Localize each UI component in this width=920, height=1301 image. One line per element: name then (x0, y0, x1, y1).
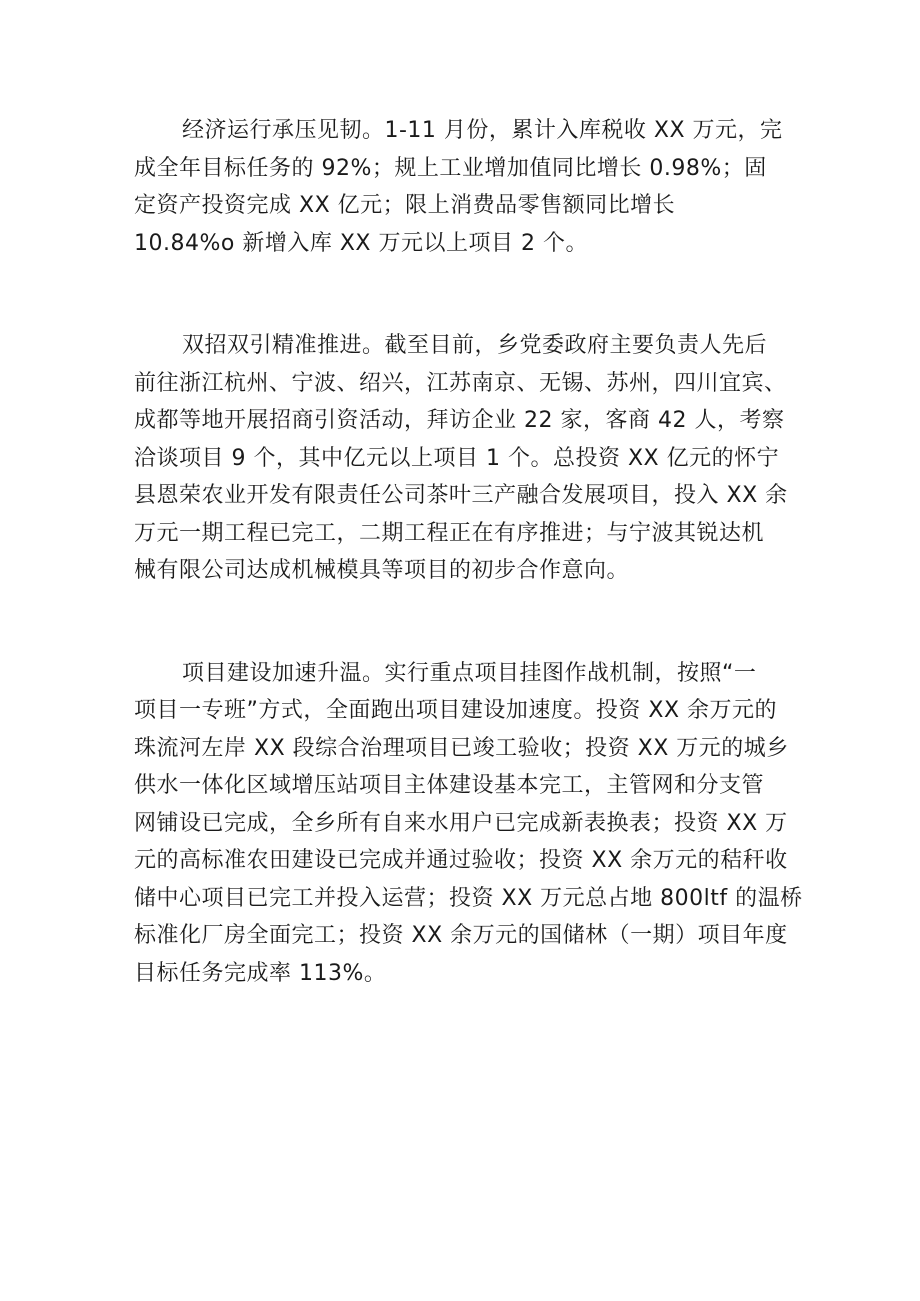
text-line: 洽谈项目 9 个，其中亿元以上项目 1 个。总投资 XX 亿元的怀宁 (134, 445, 780, 471)
text-line: 定资产投资完成 XX 亿元；限上消费品零售额同比增长 (134, 193, 676, 218)
text-line: 储中心项目已完工并投入运营；投资 XX 万元总占地 800ltf 的温桥 (134, 885, 803, 911)
text-line: 双招双引精准推进。截至目前，乡党委政府主要负责人先后 (182, 333, 768, 358)
text-line: 标准化厂房全面完工；投资 XX 余万元的国储林（一期）项目年度 (134, 923, 788, 948)
text-line: 10.84%o 新增入库 XX 万元以上项目 2 个。 (134, 230, 588, 256)
text-line: 前往浙江杭州、宁波、绍兴，江苏南京、无锡、苏州，四川宜宾、 (134, 370, 787, 396)
text-line: 元的高标准农田建设已完成并通过验收；投资 XX 余万元的秸秆收 (134, 848, 788, 873)
text-line: 项目一专班”方式，全面跑出项目建设加速度。投资 XX 余万元的 (134, 698, 778, 723)
text-line: 网铺设已完成，全乡所有自来水用户已完成新表换表；投资 XX 万 (134, 810, 788, 836)
text-line: 经济运行承压见韧。1-11 月份，累计入库税收 XX 万元，完 (182, 118, 783, 143)
text-line: 万元一期工程已完工，二期工程正在有序推进；与宁波其锐达机 (134, 520, 765, 546)
text-line: 县恩荣农业开发有限责任公司茶叶三产融合发展项目，投入 XX 余 (134, 483, 788, 508)
text-line: 械有限公司达成机械模具等项目的初步合作意向。 (134, 558, 630, 583)
text-line: 目标任务完成率 113%。 (134, 960, 387, 986)
text-line: 供水一体化区域增压站项目主体建设基本完工，主管网和分支管 (134, 773, 765, 798)
paragraph-investment-attraction (134, 327, 792, 590)
text-line: 珠流河左岸 XX 段综合治理项目已竣工验收；投资 XX 万元的城乡 (134, 735, 789, 761)
text-line: 项目建设加速升温。实行重点项目挂图作战机制，按照“一 (182, 660, 757, 686)
text-line: 成都等地开展招商引资活动，拜访企业 22 家，客商 42 人，考察 (134, 408, 785, 433)
text-line: 成全年目标任务的 92%；规上工业增加值同比增长 0.98%；固 (134, 155, 767, 181)
paragraph-project-construction (134, 655, 803, 993)
paragraph-economic-operation (134, 112, 792, 262)
